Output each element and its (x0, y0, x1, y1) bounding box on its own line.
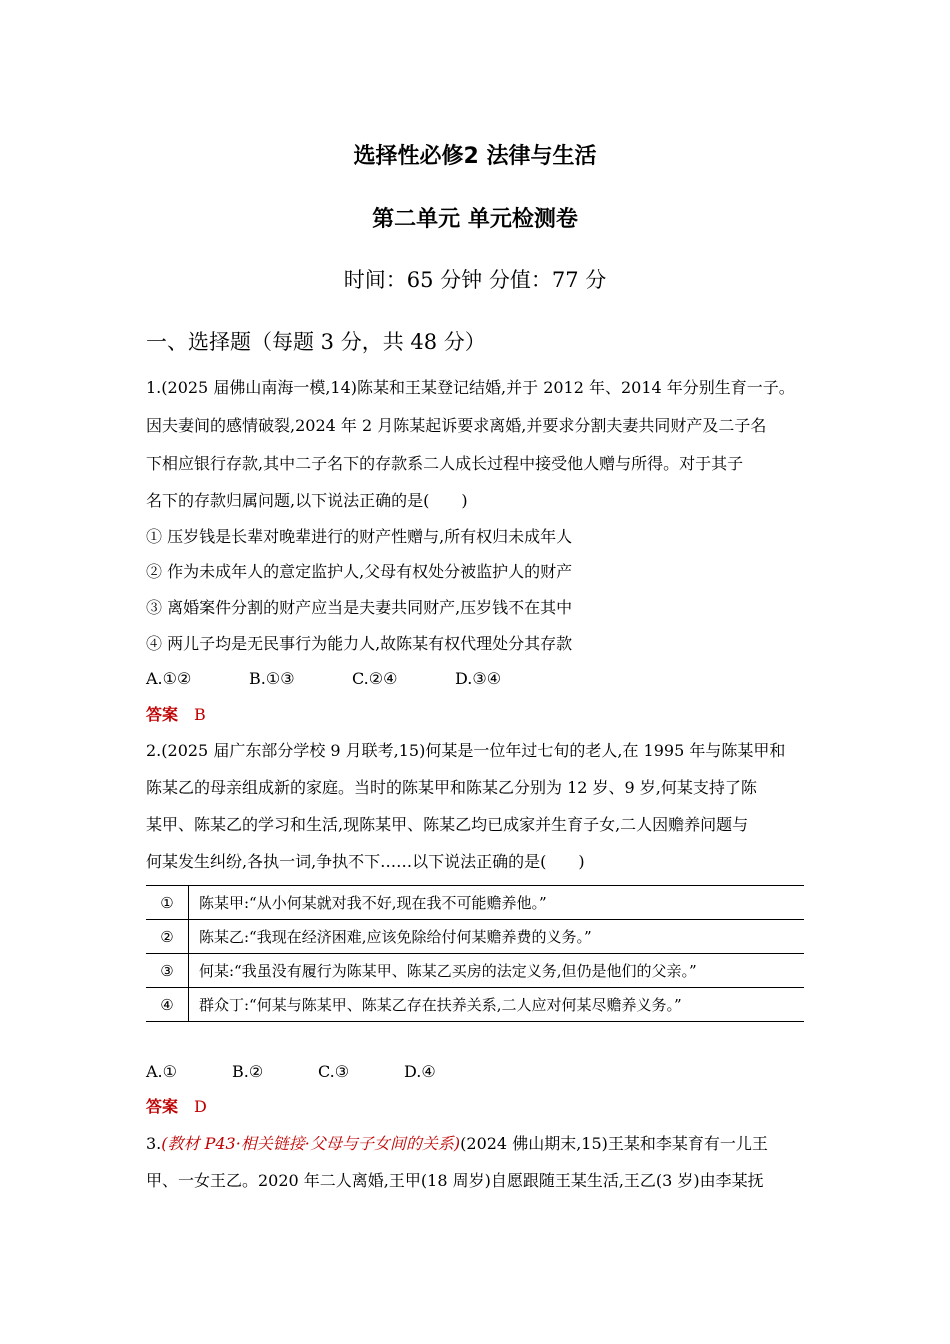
section-heading: 一、选择题（每题 3 分，共 48 分） (146, 330, 486, 354)
table-row-text: 何某:“我虽没有履行为陈某甲、陈某乙买房的法定义务,但仍是他们的父亲。” (199, 962, 697, 980)
page-title: 选择性必修2 法律与生活 (353, 144, 597, 169)
table-row (146, 886, 804, 920)
table-row-text: 陈某甲:“从小何某就对我不好,现在我不可能赡养他。” (199, 894, 547, 912)
q2-stem-2: 陈某乙的母亲组成新的家庭。当时的陈某甲和陈某乙分别为 12 岁、9 岁,何某支持了陈 (146, 778, 757, 797)
q2-stem-1: 何某是一位年过七旬的老人,在 1995 年与陈某甲和 (425, 741, 786, 760)
q1-stem-1: 陈某和王某登记结婚,并于 2012 年、2014 年分别生育一子。 (357, 378, 795, 397)
q1-option-a: A.①② (146, 669, 192, 688)
q2-line-1 (146, 741, 785, 761)
q2-answer (146, 1097, 207, 1117)
q1-stem-4: 名下的存款归属问题,以下说法正确的是( ) (146, 491, 468, 510)
q1-option-c: C.②④ (352, 669, 398, 688)
q1-source: (2025 届佛山南海一模,14) (161, 378, 358, 397)
q2-option-a: A.① (146, 1062, 177, 1081)
q3-number: 3. (146, 1134, 162, 1153)
table-row (146, 954, 804, 988)
q1-statement-4: ④ 两儿子均是无民事行为能力人,故陈某有权代理处分其存款 (146, 634, 573, 653)
q2-number: 2. (146, 741, 162, 760)
q1-answer (146, 705, 206, 725)
q1-statement-2: ② 作为未成年人的意定监护人,父母有权处分被监护人的财产 (146, 562, 573, 581)
q1-option-b: B.①③ (249, 669, 295, 688)
q3-line-1 (146, 1134, 768, 1154)
q1-line-1 (146, 378, 795, 398)
q1-stem-3: 下相应银行存款,其中二子名下的存款系二人成长过程中接受他人赠与所得。对于其子 (146, 454, 744, 473)
q2-option-c: C.③ (318, 1062, 350, 1081)
q1-number: 1. (146, 378, 162, 397)
table-row (146, 920, 804, 954)
unit-title: 第二单元 单元检测卷 (372, 207, 578, 232)
q2-source: (2025 届广东部分学校 9 月联考,15) (161, 741, 426, 760)
q1-statement-3: ③ 离婚案件分割的财产应当是夫妻共同财产,压岁钱不在其中 (146, 598, 573, 617)
table-row-text: 陈某乙:“我现在经济困难,应该免除给付何某赡养费的义务。” (199, 928, 592, 946)
q2-option-b: B.② (232, 1062, 264, 1081)
q1-statement-1: ① 压岁钱是长辈对晚辈进行的财产性赠与,所有权归未成年人 (146, 527, 573, 546)
table-row-number: ③ (146, 954, 189, 988)
q2-stem-3: 某甲、陈某乙的学习和生活,现陈某甲、陈某乙均已成家并生育子女,二人因赡养问题与 (146, 815, 749, 834)
q3-stem-2: 甲、一女王乙。2020 年二人离婚,王甲(18 周岁)自愿跟随王某生活,王乙(3 岁)由李某抚 (146, 1171, 764, 1190)
table-row-number: ① (146, 886, 189, 920)
exam-meta: 时间：65 分钟 分值：77 分 (343, 268, 607, 292)
q1-option-d: D.③④ (455, 669, 502, 688)
q1-answer-value: B (194, 705, 206, 724)
q2-answer-value: D (194, 1097, 207, 1116)
q1-stem-2: 因夫妻间的感情破裂,2024 年 2 月陈某起诉要求离婚,并要求分割夫妻共同财产及二子名 (146, 416, 767, 435)
table-row-number: ② (146, 920, 189, 954)
q2-statement-table (146, 885, 804, 1022)
table-row-text: 群众丁:“何某与陈某甲、陈某乙存在扶养关系,二人应对何某尽赡养义务。” (199, 996, 682, 1014)
q2-answer-label: 答案 (146, 1097, 179, 1116)
q3-textbook-tag: (教材 P43·相关链接·父母与子女间的关系) (161, 1134, 461, 1153)
q2-option-d: D.④ (404, 1062, 436, 1081)
table-row (146, 988, 804, 1022)
q1-answer-label: 答案 (146, 705, 179, 724)
q3-stem-1: (2024 佛山期末,15)王某和李某育有一儿王 (460, 1134, 768, 1153)
q2-stem-4: 何某发生纠纷,各执一词,争执不下……以下说法正确的是( ) (146, 852, 585, 871)
table-row-number: ④ (146, 988, 189, 1022)
